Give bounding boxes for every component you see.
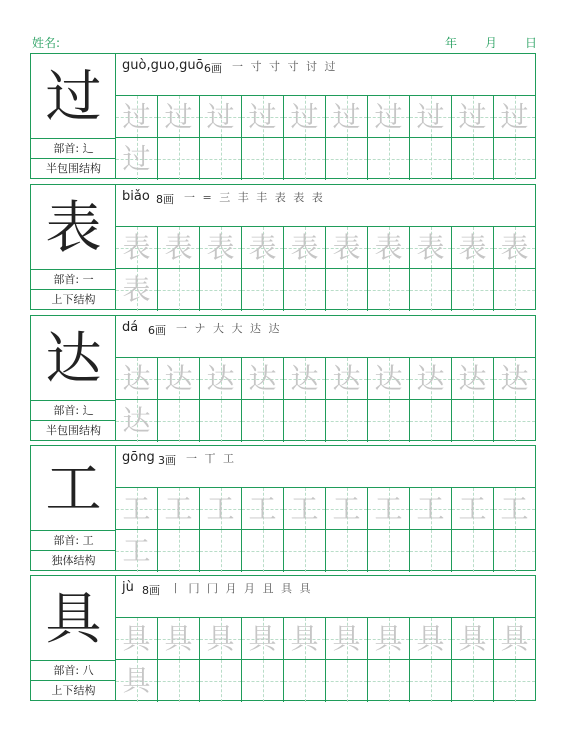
trace-character: 具 [122,664,151,697]
practice-cell[interactable] [242,227,284,268]
trace-character: 过 [206,100,235,133]
trace-character: 表 [122,231,151,264]
trace-character: 具 [122,622,151,655]
practice-cell[interactable] [200,269,242,311]
trace-character: 具 [248,622,277,655]
write-row [116,530,535,572]
trace-character: 工 [458,492,487,525]
trace-character: 具 [164,622,193,655]
trace-character: 具 [500,622,529,655]
radical-value: 一 [82,273,94,286]
trace-character: 表 [458,231,487,264]
radical-value: 八 [82,664,94,677]
practice-cell[interactable] [410,227,452,268]
write-row [116,269,535,311]
practice-cell[interactable] [494,96,535,137]
practice-cell[interactable] [326,400,368,442]
trace-character: 工 [122,492,151,525]
practice-cell[interactable] [200,138,242,180]
character-panel [31,54,116,178]
practice-cell[interactable] [452,358,494,399]
practice-grid [116,316,535,440]
character-info [116,576,535,618]
trace-character: 达 [374,362,403,395]
practice-cell[interactable] [284,138,326,180]
practice-grid [116,54,535,178]
trace-character: 达 [500,362,529,395]
trace-character: 达 [332,362,361,395]
practice-cell[interactable] [116,138,158,180]
practice-cell[interactable] [326,530,368,572]
trace-row [116,358,535,400]
practice-cell[interactable] [368,138,410,180]
practice-grid [116,185,535,309]
character-info [116,446,535,488]
practice-cell[interactable] [326,358,368,399]
practice-cell[interactable] [494,400,535,442]
trace-character: 表 [206,231,235,264]
practice-cell[interactable] [494,358,535,399]
practice-cell[interactable] [200,660,242,702]
trace-character: 表 [500,231,529,264]
stroke-count: 6画 [148,324,166,337]
practice-cell[interactable] [368,96,410,137]
character-info [116,316,535,358]
practice-cell[interactable] [452,660,494,702]
structure-label: 上下结构 [31,680,116,700]
trace-character: 表 [248,231,277,264]
trace-character: 过 [164,100,193,133]
practice-cell[interactable] [326,138,368,180]
practice-cell[interactable] [494,488,535,529]
practice-cell[interactable] [284,96,326,137]
trace-character: 工 [332,492,361,525]
practice-cell[interactable] [494,530,535,572]
radical-label [31,269,116,289]
practice-cell[interactable] [368,227,410,268]
practice-cell[interactable] [200,618,242,659]
practice-cell[interactable] [116,96,158,137]
practice-cell[interactable] [410,530,452,572]
practice-cell[interactable] [200,358,242,399]
trace-character: 表 [290,231,319,264]
stroke-count: 3画 [158,454,176,467]
practice-cell[interactable] [200,96,242,137]
model-character: 具 [45,587,102,652]
write-row [116,400,535,442]
pinyin: dá [122,320,139,335]
practice-cell[interactable] [368,400,410,442]
practice-cell[interactable] [410,96,452,137]
stroke-count: 8画 [156,193,174,206]
model-character: 达 [45,327,102,392]
trace-character: 工 [374,492,403,525]
stroke-count: 6画 [204,62,222,75]
practice-cell[interactable] [284,488,326,529]
character-block [30,575,536,701]
trace-character: 工 [164,492,193,525]
trace-character: 过 [290,100,319,133]
practice-cell[interactable] [116,530,158,572]
practice-cell[interactable] [368,618,410,659]
practice-cell[interactable] [368,530,410,572]
trace-character: 表 [416,231,445,264]
radical-prefix: 部首: [53,142,80,155]
trace-character: 达 [248,362,277,395]
radical-value: 工 [82,534,94,547]
practice-cell[interactable] [368,488,410,529]
trace-character: 工 [206,492,235,525]
pinyin: biǎo [122,189,150,204]
year-label: 年 [444,36,457,50]
trace-character: 表 [164,231,193,264]
practice-cell[interactable] [116,269,158,311]
practice-cell[interactable] [158,227,200,268]
practice-cell[interactable] [410,358,452,399]
trace-character: 过 [122,142,151,175]
practice-cell[interactable] [158,269,200,311]
practice-cell[interactable] [200,227,242,268]
pinyin: guò,guo,guō [122,58,204,73]
practice-cell[interactable] [116,618,158,659]
stroke-order: 一 丅 工 [186,452,236,465]
practice-cell[interactable] [410,488,452,529]
trace-character: 过 [374,100,403,133]
practice-cell[interactable] [284,618,326,659]
practice-cell[interactable] [326,227,368,268]
trace-character: 具 [290,622,319,655]
radical-prefix: 部首: [53,534,80,547]
practice-cell[interactable] [410,138,452,180]
trace-character: 过 [248,100,277,133]
stroke-count: 8画 [142,584,160,597]
practice-cell[interactable] [326,488,368,529]
radical-value: 辶 [82,142,94,155]
practice-cell[interactable] [116,488,158,529]
practice-cell[interactable] [452,138,494,180]
trace-row [116,488,535,530]
practice-cell[interactable] [368,660,410,702]
practice-cell[interactable] [284,660,326,702]
practice-cell[interactable] [242,618,284,659]
structure-label: 独体结构 [31,550,116,570]
trace-character: 过 [332,100,361,133]
practice-cell[interactable] [452,618,494,659]
month-label: 月 [484,36,497,50]
practice-cell[interactable] [494,618,535,659]
stroke-order: 丨 冂 冂 月 月 且 具 具 [170,582,313,595]
trace-character: 工 [122,534,151,567]
name-label: 姓名: [32,36,61,50]
radical-prefix: 部首: [53,664,80,677]
practice-cell[interactable] [284,269,326,311]
trace-character: 表 [122,273,151,306]
character-block [30,445,536,571]
practice-cell[interactable] [242,660,284,702]
trace-character: 工 [290,492,319,525]
model-character: 工 [45,457,102,522]
trace-character: 过 [458,100,487,133]
write-row [116,660,535,702]
practice-grid [116,576,535,700]
practice-cell[interactable] [410,660,452,702]
practice-cell[interactable] [368,358,410,399]
pinyin: jù [122,580,134,595]
trace-character: 达 [458,362,487,395]
trace-character: 达 [290,362,319,395]
practice-grid [116,446,535,570]
structure-label: 半包围结构 [31,158,116,178]
trace-character: 达 [206,362,235,395]
practice-cell[interactable] [452,227,494,268]
practice-cell[interactable] [452,400,494,442]
stroke-order: 一 寸 寸 寸 讨 过 [232,60,338,73]
practice-cell[interactable] [158,530,200,572]
structure-label: 半包围结构 [31,420,116,440]
trace-character: 具 [458,622,487,655]
trace-character: 达 [416,362,445,395]
practice-cell[interactable] [284,400,326,442]
trace-character: 达 [122,404,151,437]
character-info [116,185,535,227]
trace-character: 工 [500,492,529,525]
practice-cell[interactable] [494,269,535,311]
trace-character: 具 [206,622,235,655]
practice-cell[interactable] [326,618,368,659]
practice-cell[interactable] [242,530,284,572]
practice-cell[interactable] [452,530,494,572]
practice-cell[interactable] [284,227,326,268]
model-character: 表 [45,196,102,261]
radical-prefix: 部首: [53,273,80,286]
date-labels [435,34,537,51]
practice-cell[interactable] [452,96,494,137]
trace-character: 达 [122,362,151,395]
practice-cell[interactable] [494,227,535,268]
practice-cell[interactable] [368,269,410,311]
practice-cell[interactable] [116,400,158,442]
practice-cell[interactable] [200,530,242,572]
practice-cell[interactable] [326,660,368,702]
practice-cell[interactable] [410,269,452,311]
pinyin: gōng [122,450,155,465]
practice-cell[interactable] [410,400,452,442]
practice-cell[interactable] [158,358,200,399]
radical-label [31,660,116,680]
character-info [116,54,535,96]
trace-character: 达 [164,362,193,395]
practice-cell[interactable] [410,618,452,659]
trace-character: 过 [416,100,445,133]
radical-label [31,400,116,420]
practice-cell[interactable] [116,227,158,268]
trace-row [116,96,535,138]
practice-cell[interactable] [158,400,200,442]
trace-character: 过 [122,100,151,133]
practice-cell[interactable] [158,488,200,529]
practice-cell[interactable] [494,138,535,180]
practice-cell[interactable] [452,488,494,529]
trace-character: 工 [416,492,445,525]
character-panel [31,576,116,700]
practice-cell[interactable] [242,358,284,399]
practice-cell[interactable] [116,358,158,399]
trace-character: 过 [500,100,529,133]
practice-cell[interactable] [326,269,368,311]
practice-cell[interactable] [158,96,200,137]
trace-character: 表 [332,231,361,264]
trace-character: 具 [416,622,445,655]
practice-cell[interactable] [284,530,326,572]
character-block [30,184,536,310]
model-character: 过 [45,65,102,130]
practice-cell[interactable] [242,400,284,442]
practice-cell[interactable] [116,660,158,702]
practice-cell[interactable] [242,138,284,180]
practice-cell[interactable] [200,488,242,529]
stroke-order: 一 = 三 丰 丰 表 表 表 [184,191,325,204]
practice-cell[interactable] [158,660,200,702]
practice-cell[interactable] [326,96,368,137]
character-panel [31,446,116,570]
radical-value: 辶 [82,404,94,417]
trace-character: 工 [248,492,277,525]
day-label: 日 [524,36,537,50]
trace-row [116,618,535,660]
trace-character: 具 [374,622,403,655]
practice-cell[interactable] [452,269,494,311]
practice-cell[interactable] [242,269,284,311]
practice-cell[interactable] [284,358,326,399]
character-panel [31,185,116,309]
radical-label [31,138,116,158]
practice-cell[interactable] [494,660,535,702]
practice-cell[interactable] [158,138,200,180]
character-panel [31,316,116,440]
structure-label: 上下结构 [31,289,116,309]
stroke-order: 一 ナ 大 大 达 达 [176,322,282,335]
practice-cell[interactable] [200,400,242,442]
practice-cell[interactable] [242,96,284,137]
trace-character: 具 [332,622,361,655]
character-block [30,53,536,179]
write-row [116,138,535,180]
trace-character: 表 [374,231,403,264]
character-block [30,315,536,441]
radical-prefix: 部首: [53,404,80,417]
practice-cell[interactable] [158,618,200,659]
practice-cell[interactable] [242,488,284,529]
trace-row [116,227,535,269]
radical-label [31,530,116,550]
